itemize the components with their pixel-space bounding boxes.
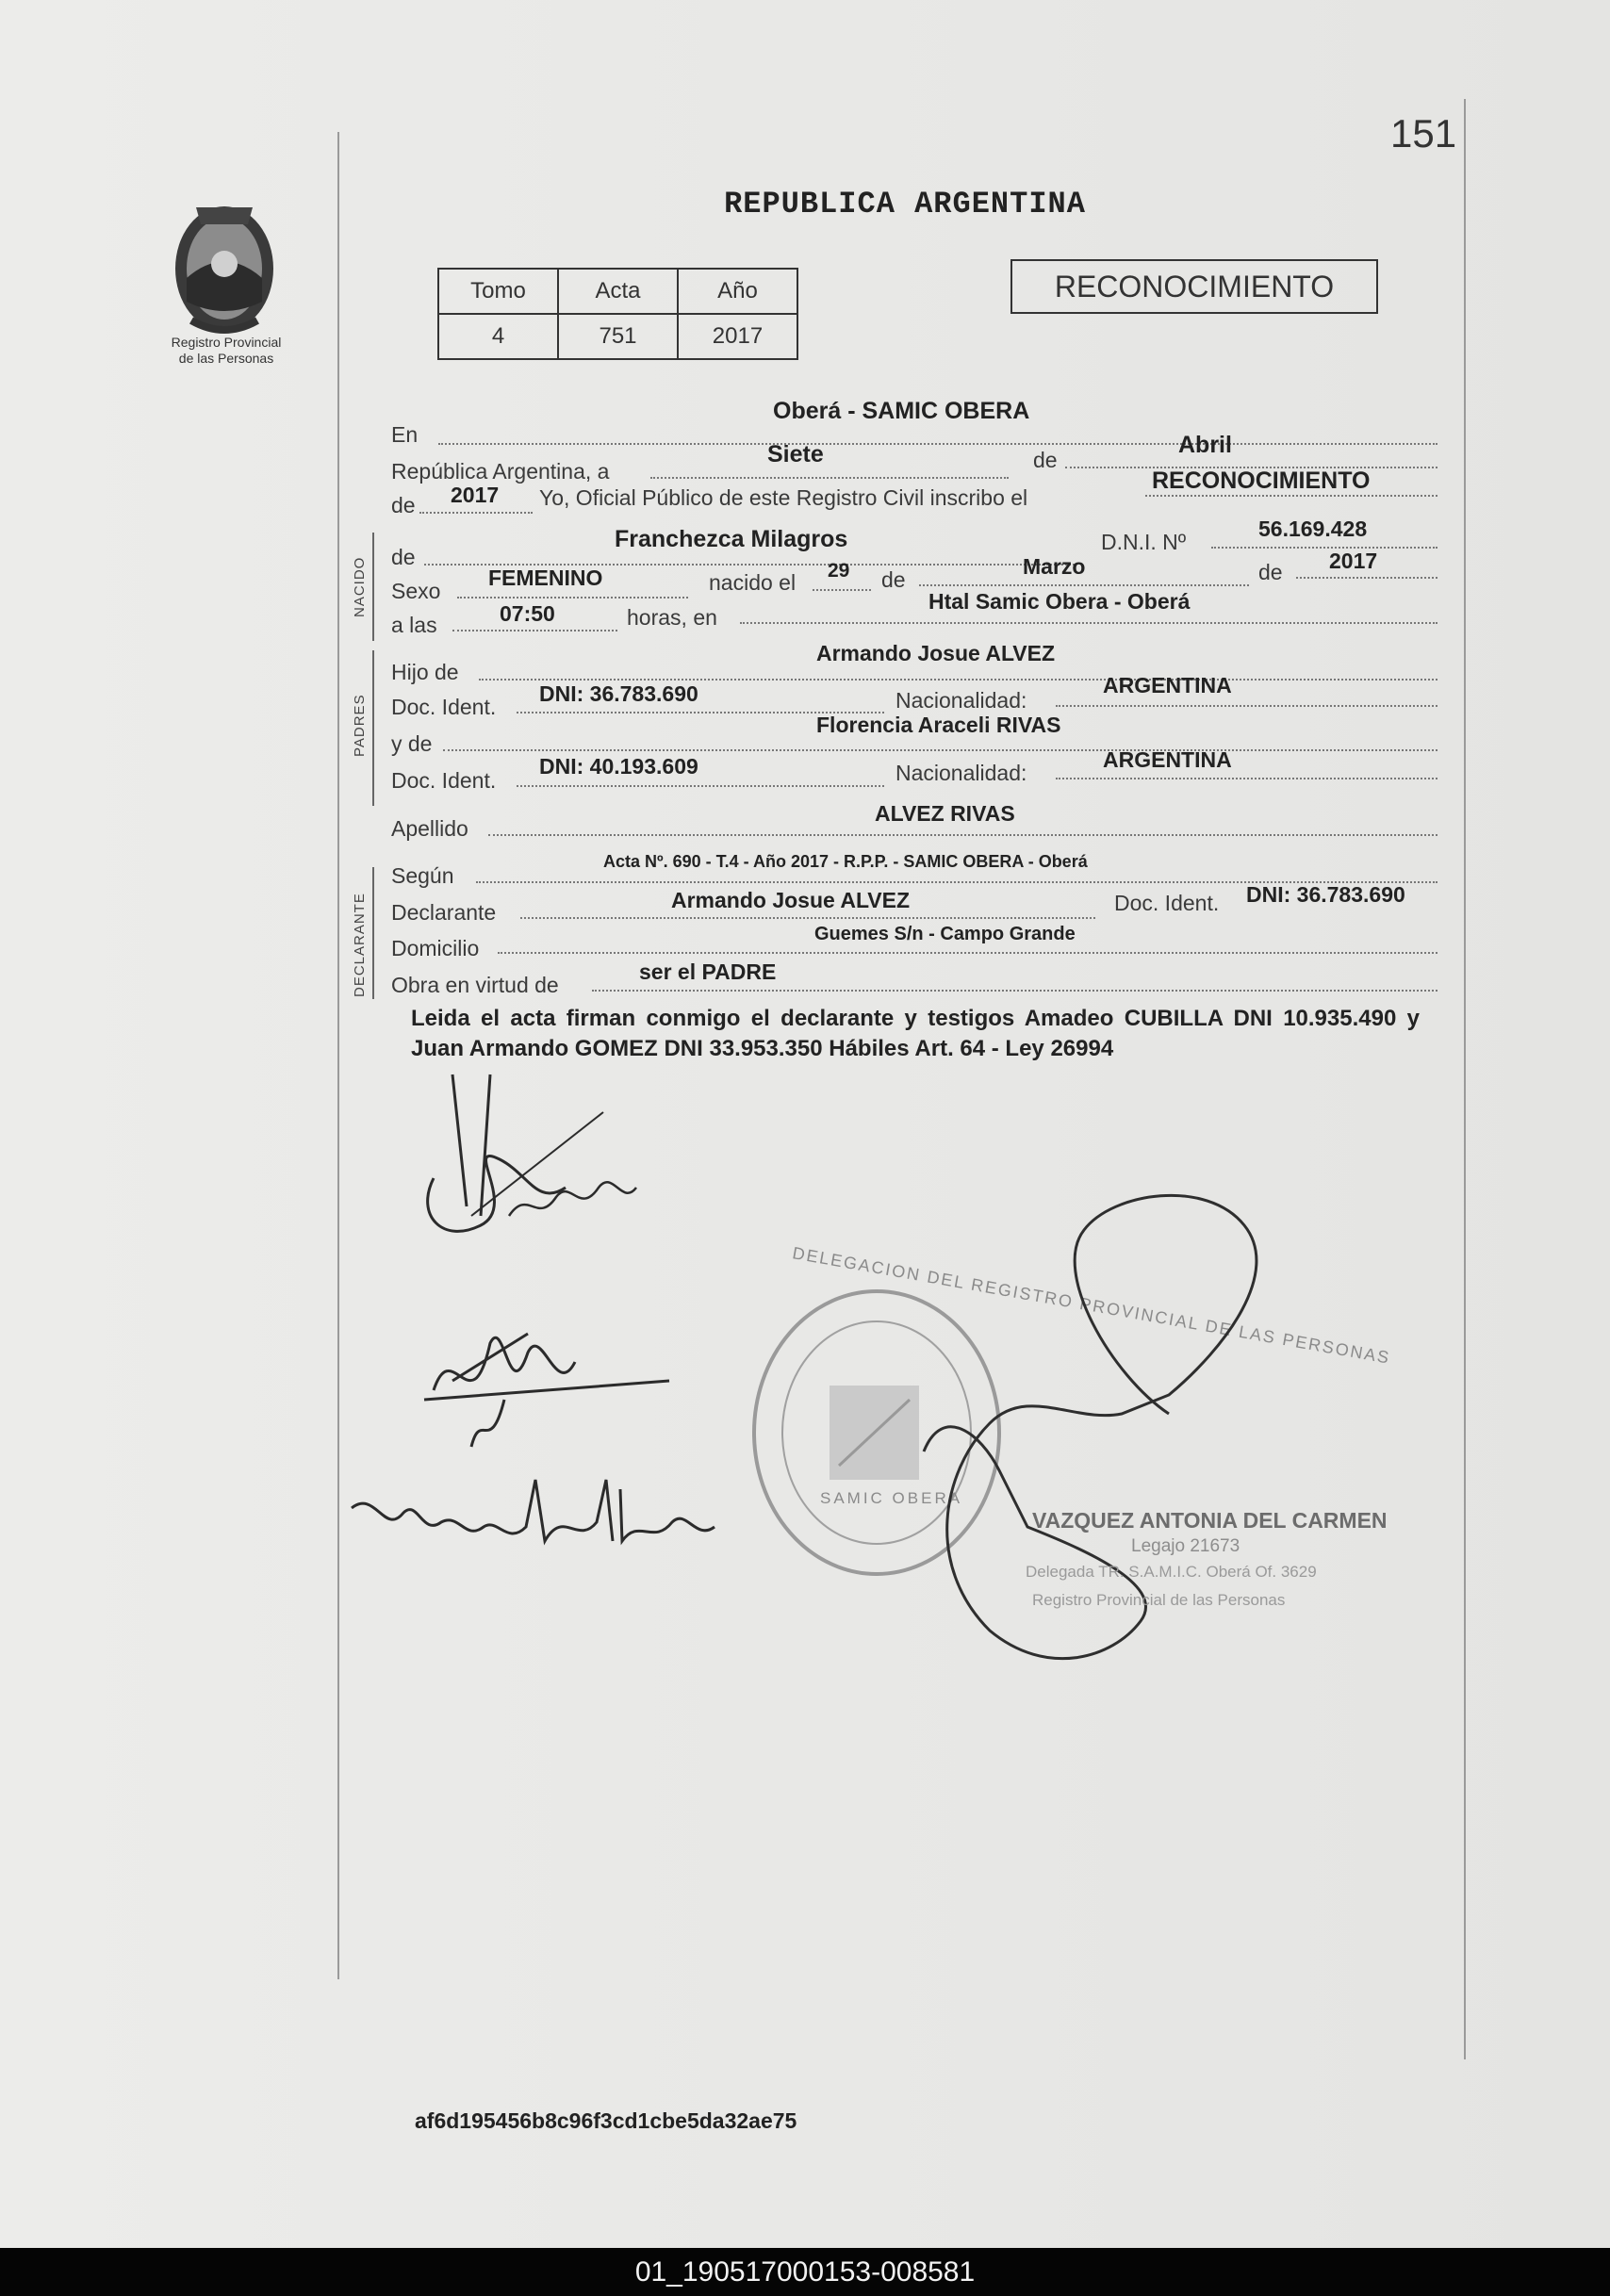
dotted-line — [479, 679, 1438, 681]
file-id-bar — [0, 2248, 1610, 2296]
dotted-line — [517, 785, 884, 787]
page-number: 151 — [1390, 111, 1457, 156]
field-sex: FEMENINO — [488, 566, 603, 590]
stamp-legajo: Legajo 21673 — [1131, 1536, 1240, 1556]
stamp-officer-name: VAZQUEZ ANTONIA DEL CARMEN — [1032, 1508, 1388, 1533]
table-value-anio: 2017 — [678, 314, 797, 359]
dotted-line — [520, 917, 1095, 919]
side-label-declarante: DECLARANTE — [352, 893, 368, 997]
closing-statement: Leida el acta firman conmigo el declarante y testigos Amadeo CUBILLA DNI 10.935.490 y Juan Armando GOMEZ DNI 33.953.350 Hábiles Art. 64 - Ley 26994 — [411, 1006, 1420, 1061]
field-address: Guemes S/n - Campo Grande — [814, 924, 1076, 944]
dotted-line — [650, 477, 1009, 479]
provincial-crest-logo — [158, 189, 290, 339]
dotted-line — [740, 622, 1438, 624]
field-birth-time: 07:50 — [500, 601, 555, 626]
field-person-dni: 56.169.428 — [1258, 517, 1368, 541]
field-father-nationality: ARGENTINA — [1103, 673, 1232, 697]
label-de-month: de — [881, 567, 906, 592]
dotted-line — [419, 512, 533, 514]
stamp-delegation: Delegada TR. S.A.M.I.C. Oberá Of. 3629 — [1026, 1563, 1317, 1581]
label-en: En — [391, 422, 419, 447]
field-declarant-doc: DNI: 36.783.690 — [1246, 882, 1405, 907]
dotted-line — [488, 834, 1438, 836]
field-mother-name: Florencia Araceli RIVAS — [816, 713, 1061, 737]
registry-caption — [141, 335, 311, 367]
label-de: de — [1033, 448, 1058, 472]
stamp-ring-text: DELEGACION DEL REGISTRO PROVINCIAL DE LAS PERSONAS — [791, 1243, 1392, 1368]
label-horas: horas, en — [627, 605, 717, 630]
label-declarante: Declarante — [391, 900, 497, 925]
field-reason: ser el PADRE — [639, 959, 777, 984]
document-hash: af6d195456b8c96f3cd1cbe5da32ae75 — [415, 2108, 797, 2133]
stamp-registry: Registro Provincial de las Personas — [1032, 1591, 1286, 1609]
field-declarant-name: Armando Josue ALVEZ — [671, 888, 911, 912]
record-reference-table — [437, 268, 798, 360]
table-value-acta: 751 — [558, 314, 678, 359]
field-year: 2017 — [451, 483, 500, 507]
dotted-line — [1056, 705, 1438, 707]
left-margin-line — [337, 132, 339, 1979]
dotted-line — [1296, 577, 1438, 579]
field-mother-nationality: ARGENTINA — [1103, 747, 1232, 772]
label-domicilio: Domicilio — [391, 936, 480, 960]
table-value-tomo: 4 — [438, 314, 558, 359]
label-de-birthyear: de — [1258, 560, 1283, 584]
field-act: RECONOCIMIENTO — [1152, 467, 1371, 494]
label-nacionalidad: Nacionalidad: — [895, 688, 1027, 713]
label-doc-ident: Doc. Ident. — [391, 695, 497, 719]
right-margin-line — [1464, 99, 1466, 2059]
registry-caption-line1: Registro Provincial — [171, 335, 282, 350]
field-birth-day: 29 — [828, 560, 850, 582]
label-a-las: a las — [391, 613, 437, 637]
witness-signature — [396, 1296, 679, 1466]
label-oficial: Yo, Oficial Público de este Registro Civil inscribo el — [539, 485, 1028, 510]
field-birth-place: Htal Samic Obera - Oberá — [928, 589, 1191, 614]
field-segun: Acta Nº. 690 - T.4 - Año 2017 - R.P.P. - SAMIC OBERA - Oberá — [603, 852, 1088, 871]
label-sexo: Sexo — [391, 579, 441, 603]
section-divider — [372, 650, 374, 806]
label-republica: República Argentina, a — [391, 459, 610, 484]
field-place: Oberá - SAMIC OBERA — [773, 398, 1030, 424]
label-hijo-de: Hijo de — [391, 660, 459, 684]
label-segun: Según — [391, 863, 454, 888]
dotted-line — [1056, 778, 1438, 779]
field-person-name: Franchezca Milagros — [615, 526, 848, 552]
registry-caption-line2: de las Personas — [178, 351, 274, 366]
field-father-name: Armando Josue ALVEZ — [816, 641, 1056, 665]
record-type-badge: RECONOCIMIENTO — [1010, 259, 1378, 314]
dotted-line — [438, 443, 1438, 445]
field-birth-month: Marzo — [1023, 554, 1086, 579]
table-header-tomo: Tomo — [438, 269, 558, 314]
dotted-line — [919, 584, 1249, 586]
label-dni: D.N.I. Nº — [1101, 530, 1187, 554]
table-header-acta: Acta — [558, 269, 678, 314]
label-y-de: y de — [391, 731, 433, 756]
dotted-line — [452, 630, 617, 631]
dotted-line — [1145, 495, 1438, 497]
document-title: REPUBLICA ARGENTINA — [724, 187, 1086, 221]
dotted-line — [457, 597, 688, 599]
label-de-year: de — [391, 493, 416, 517]
field-mother-doc: DNI: 40.193.609 — [539, 754, 698, 779]
dotted-line — [592, 990, 1438, 992]
table-header-anio: Año — [678, 269, 797, 314]
field-month: Abril — [1178, 432, 1232, 458]
side-label-padres: PADRES — [352, 694, 368, 757]
field-day: Siete — [767, 441, 824, 467]
dotted-line — [498, 952, 1438, 954]
dotted-line — [443, 749, 1438, 751]
dotted-line — [813, 589, 871, 591]
file-id: 01_190517000153-008581 — [634, 2256, 976, 2288]
witness-signature-cubilla — [347, 1470, 743, 1574]
side-label-nacido: NACIDO — [352, 556, 368, 617]
dotted-line — [1211, 547, 1438, 549]
label-doc-ident-3: Doc. Ident. — [1114, 891, 1220, 915]
label-nacionalidad-2: Nacionalidad: — [895, 761, 1027, 785]
field-surname: ALVEZ RIVAS — [875, 801, 1015, 826]
label-nacido: nacido el — [709, 570, 797, 595]
label-obra: Obra en virtud de — [391, 973, 559, 997]
label-apellido: Apellido — [391, 816, 468, 841]
label-doc-ident-2: Doc. Ident. — [391, 768, 497, 793]
label-de-person: de — [391, 545, 416, 569]
field-birth-year: 2017 — [1329, 549, 1378, 573]
field-father-doc: DNI: 36.783.690 — [539, 681, 698, 706]
stamp-inner-text: SAMIC OBERA — [820, 1489, 963, 1507]
section-divider — [372, 533, 374, 641]
section-divider — [372, 867, 374, 999]
